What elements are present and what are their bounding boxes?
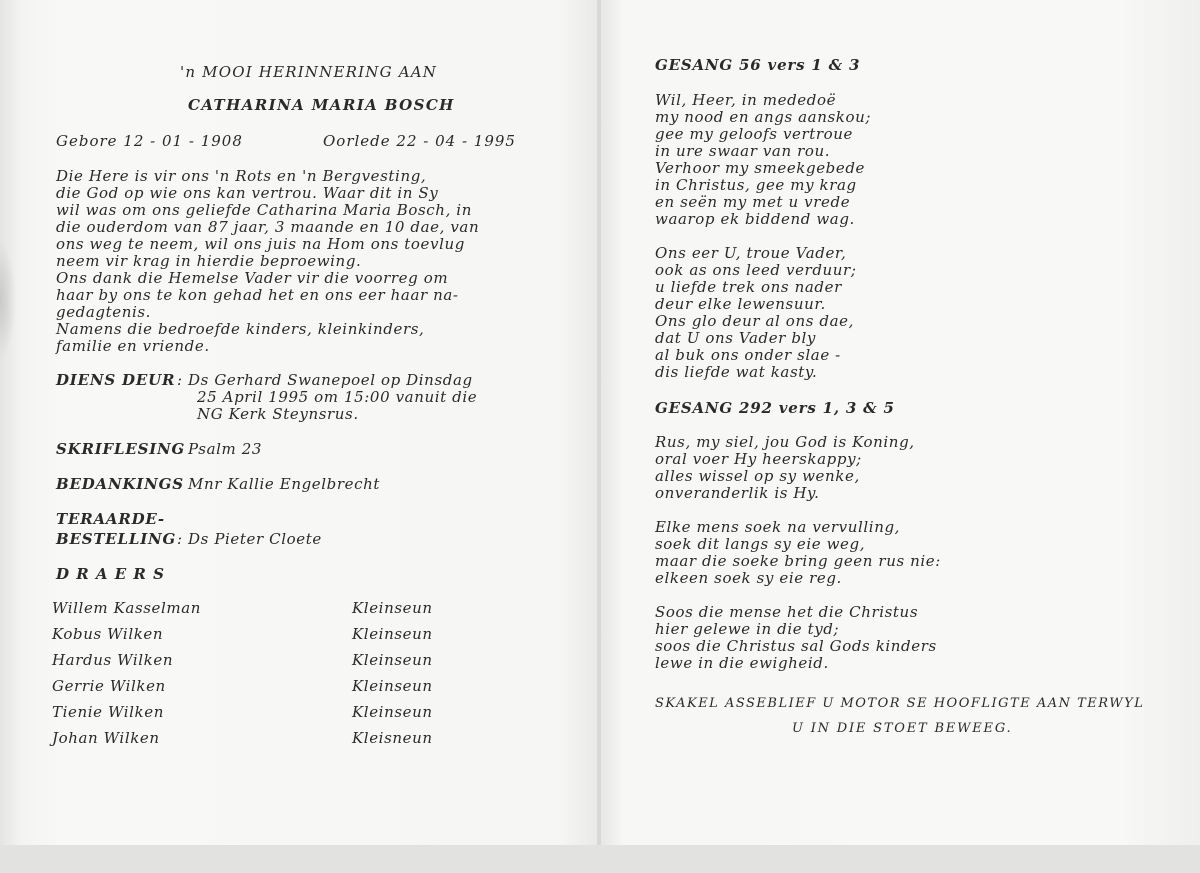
text-line: Die Here is vir ons 'n Rots en 'n Bergvesting, bbox=[56, 167, 427, 185]
text-line: : Ds Gerhard Swanepoel op Dinsdag bbox=[177, 371, 473, 389]
text-line: elkeen soek sy eie reg. bbox=[655, 569, 842, 587]
hymn1-stanza1 bbox=[655, 92, 871, 228]
pallbearer-relation: Kleinseun bbox=[352, 625, 433, 643]
hymn2-stanza3 bbox=[655, 604, 937, 672]
text-line: Ons glo deur al ons dae, bbox=[655, 312, 854, 330]
text-line: ons weg te neem, wil ons juis na Hom ons toevlug bbox=[56, 235, 465, 253]
pallbearer-relation: Kleisneun bbox=[352, 729, 433, 747]
text-line: Ons eer U, troue Vader, bbox=[655, 244, 847, 262]
text-line: gedagtenis. bbox=[56, 303, 152, 321]
memorial-heading: 'n MOOI HERINNERING AAN bbox=[180, 63, 438, 81]
center-fold bbox=[597, 0, 601, 845]
death-date: Oorlede 22 - 04 - 1995 bbox=[323, 132, 516, 150]
text-line: Rus, my siel, jou God is Koning, bbox=[655, 433, 915, 451]
deceased-name: CATHARINA MARIA BOSCH bbox=[188, 96, 455, 114]
text-line: in ure swaar van rou. bbox=[655, 142, 831, 160]
text-line: NG Kerk Steynsrus. bbox=[197, 405, 359, 423]
text-line: soos die Christus sal Gods kinders bbox=[655, 637, 937, 655]
text-line: ook as ons leed verduur; bbox=[655, 261, 857, 279]
text-line: Elke mens soek na vervulling, bbox=[655, 518, 901, 536]
thanks-value: : Mnr Kallie Engelbrecht bbox=[177, 475, 380, 493]
pallbearer-name: Kobus Wilken bbox=[52, 625, 164, 643]
text-line: my nood en angs aanskou; bbox=[655, 108, 872, 126]
text-line: maar die soeke bring geen rus nie: bbox=[655, 552, 941, 570]
text-line: die ouderdom van 87 jaar, 3 maande en 10 dae, van bbox=[56, 218, 480, 236]
tribute-text bbox=[56, 168, 479, 355]
text-line: Soos die mense het die Christus bbox=[655, 603, 919, 621]
text-line: Namens die bedroefde kinders, kleinkinders, bbox=[56, 320, 425, 338]
text-line: en seën my met u vrede bbox=[655, 193, 851, 211]
text-line: dat U ons Vader bly bbox=[655, 329, 816, 347]
text-line: 25 April 1995 om 15:00 vanuit die bbox=[197, 388, 478, 406]
text-line: dis liefde wat kasty. bbox=[655, 363, 818, 381]
burial-label-1: TERAARDE- bbox=[56, 510, 165, 528]
reading-label: SKRIFLESING bbox=[56, 440, 186, 458]
reading-value: : Psalm 23 bbox=[177, 440, 263, 458]
scan-shadow bbox=[0, 240, 16, 360]
thanks-label: BEDANKINGS bbox=[56, 475, 184, 493]
text-line: haar by ons te kon gehad het en ons eer haar na- bbox=[56, 286, 459, 304]
hymn2-stanza2 bbox=[655, 519, 941, 587]
text-line: in Christus, gee my krag bbox=[655, 176, 857, 194]
headlights-notice-line1: SKAKEL ASSEBLIEF U MOTOR SE HOOFLIGTE AAN TERWYL bbox=[655, 696, 1145, 711]
text-line: familie en vriende. bbox=[56, 337, 210, 355]
pallbearer-name: Willem Kasselman bbox=[52, 599, 202, 617]
pallbearer-name: Tienie Wilken bbox=[52, 703, 164, 721]
text-line: lewe in die ewigheid. bbox=[655, 654, 829, 672]
service-label: DIENS DEUR bbox=[56, 371, 176, 389]
pallbearer-relation: Kleinseun bbox=[352, 677, 433, 695]
birth-date: Gebore 12 - 01 - 1908 bbox=[56, 132, 243, 150]
text-line: Wil, Heer, in mededoë bbox=[655, 91, 837, 109]
text-line: wil was om ons geliefde Catharina Maria Bosch, in bbox=[56, 201, 472, 219]
pallbearer-name: Johan Wilken bbox=[52, 729, 160, 747]
pallbearer-relation: Kleinseun bbox=[352, 703, 433, 721]
text-line: soek dit langs sy eie weg, bbox=[655, 535, 866, 553]
text-line: neem vir krag in hierdie beproewing. bbox=[56, 252, 362, 270]
text-line: Verhoor my smeekgebede bbox=[655, 159, 866, 177]
text-line: al buk ons onder slae - bbox=[655, 346, 841, 364]
text-line: waarop ek biddend wag. bbox=[655, 210, 855, 228]
pallbearer-name: Gerrie Wilken bbox=[52, 677, 166, 695]
hymn1-title: GESANG 56 vers 1 & 3 bbox=[655, 56, 861, 74]
pallbearer-name: Hardus Wilken bbox=[52, 651, 174, 669]
burial-value: : Ds Pieter Cloete bbox=[177, 530, 322, 548]
text-line: alles wissel op sy wenke, bbox=[655, 467, 860, 485]
pallbearers-title: D R A E R S bbox=[56, 565, 165, 583]
text-line: onveranderlik is Hy. bbox=[655, 484, 820, 502]
text-line: deur elke lewensuur. bbox=[655, 295, 826, 313]
hymn2-title: GESANG 292 vers 1, 3 & 5 bbox=[655, 399, 895, 417]
text-line: u liefde trek ons nader bbox=[655, 278, 842, 296]
pallbearer-relation: Kleinseun bbox=[352, 599, 433, 617]
hymn2-stanza1 bbox=[655, 434, 915, 502]
text-line: hier gelewe in die tyd; bbox=[655, 620, 840, 638]
text-line: oral voer Hy heerskappy; bbox=[655, 450, 862, 468]
headlights-notice-line2: U IN DIE STOET BEWEEG. bbox=[792, 721, 1013, 736]
burial-label-2: BESTELLING bbox=[56, 530, 177, 548]
text-line: Ons dank die Hemelse Vader vir die voorreg om bbox=[56, 269, 449, 287]
scan-bottom-edge bbox=[0, 845, 1200, 873]
text-line: die God op wie ons kan vertrou. Waar dit in Sy bbox=[56, 184, 439, 202]
text-line: gee my geloofs vertroue bbox=[655, 125, 854, 143]
hymn1-stanza2 bbox=[655, 245, 856, 381]
service-details bbox=[177, 372, 477, 423]
pallbearer-relation: Kleinseun bbox=[352, 651, 433, 669]
